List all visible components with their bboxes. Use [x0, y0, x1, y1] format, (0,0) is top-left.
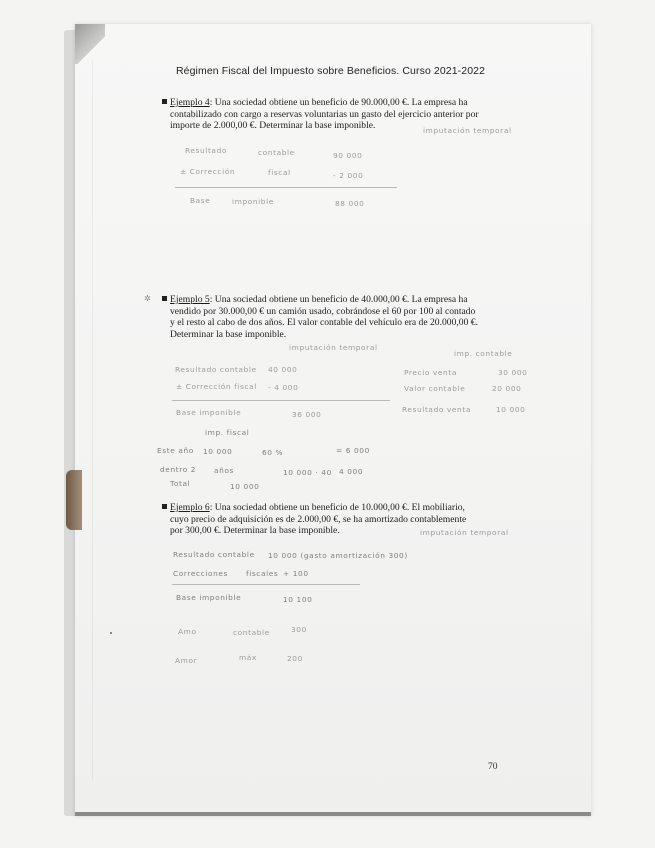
handwritten-note: imputación temporal	[420, 528, 509, 537]
handwritten-desc: fiscal	[268, 168, 291, 177]
handwritten-title: imp. fiscal	[205, 428, 250, 437]
handwritten-label: ± Corrección fiscal	[176, 382, 257, 391]
document-page	[75, 24, 591, 816]
handwritten-value: 90 000	[333, 151, 363, 160]
handwritten-label: ± Corrección	[180, 167, 236, 176]
handwritten-desc: contable	[258, 148, 295, 157]
handwritten-desc: imponible	[232, 197, 274, 206]
page-header: Régimen Fiscal del Impuesto sobre Beneficios. Curso 2021-2022	[176, 65, 486, 77]
page-edge-shadow	[66, 470, 82, 530]
page-corner-fold	[75, 24, 105, 64]
handwritten-note: imp. contable	[454, 349, 513, 358]
ink-dot	[110, 632, 112, 634]
handwritten-label: Resultado contable	[175, 365, 257, 374]
handwritten-value: 10 000 (gasto amortización 300)	[268, 551, 408, 560]
handwritten-value: 88 000	[335, 199, 365, 208]
handwritten-value: 30 000	[498, 368, 528, 377]
handwritten-label: dentro 2	[160, 465, 197, 474]
star-mark-icon: ✲	[144, 294, 151, 303]
square-bullet-icon	[162, 99, 167, 104]
example-title: Ejemplo 4	[170, 97, 210, 108]
example-5: ✲ Ejemplo 5: Una sociedad obtiene un beneficio de 40.000,00 €. La empresa ha vendido por 30.000,00 € un camión usado, cobrándose el 60 por 100 al contado y el resto al cabo de dos años. El valor contable del vehículo era de 20.000,00 €. Determinar la base imponible.	[144, 294, 478, 340]
handwritten-value: años	[214, 466, 234, 475]
handwritten-label: Valor contable	[404, 384, 466, 393]
handwritten-rule	[175, 187, 397, 188]
handwritten-label: Resultado	[185, 146, 227, 155]
example-6: Ejemplo 6: Una sociedad obtiene un beneficio de 10.000,00 €. El mobiliario, cuyo precio de adquisición es de 2.000,00 €, se ha amortizado contablemente por 300,00 €. Determinar la base imponible.	[170, 502, 466, 537]
handwritten-value: - 2 000	[333, 171, 364, 180]
handwritten-value: 10 000	[203, 447, 233, 456]
handwritten-desc: contable	[233, 628, 270, 637]
handwritten-value: 40 000	[268, 365, 298, 374]
handwritten-value: + 100	[283, 569, 309, 578]
handwritten-label: Resultado contable	[173, 550, 255, 559]
handwritten-label: Amo	[178, 627, 197, 636]
handwritten-value: 300	[291, 625, 307, 634]
handwritten-value: 60 %	[262, 448, 284, 457]
handwritten-rule	[172, 400, 390, 401]
page-number: 70	[488, 762, 498, 772]
handwritten-label: Resultado venta	[402, 405, 471, 414]
handwritten-label: Base	[190, 196, 211, 205]
handwritten-value: 10 100	[283, 595, 313, 604]
square-bullet-icon	[162, 296, 167, 301]
handwritten-label: Total	[170, 479, 191, 488]
handwritten-note: imputación temporal	[423, 126, 512, 135]
handwritten-desc: máx	[239, 653, 257, 662]
handwritten-value: 200	[287, 654, 303, 663]
handwritten-label: Base imponible	[176, 408, 242, 417]
handwritten-value: 36 000	[292, 410, 322, 419]
example-title: Ejemplo 6	[170, 502, 210, 513]
handwritten-label: Amor	[175, 656, 198, 665]
handwritten-label: Precio venta	[404, 368, 457, 377]
square-bullet-icon	[162, 504, 167, 509]
handwritten-rule	[172, 584, 360, 585]
handwritten-desc: fiscales	[246, 569, 279, 578]
handwritten-value: 10 000	[496, 405, 526, 414]
handwritten-value: = 6 000	[336, 446, 370, 455]
example-4: Ejemplo 4: Una sociedad obtiene un beneficio de 90.000,00 €. La empresa ha contabilizado con cargo a reservas voluntarias un gasto del ejercicio anterior por importe de 2.000,00 €. Determinar la base imponible.	[170, 97, 479, 132]
page-margin-line	[92, 60, 93, 780]
handwritten-label: Este año	[157, 446, 194, 455]
handwritten-value: 4 000	[339, 467, 364, 476]
handwritten-value: 20 000	[492, 384, 522, 393]
handwritten-value: 10 000	[230, 482, 260, 491]
handwritten-note: imputación temporal	[289, 343, 378, 352]
handwritten-value: 10 000 · 40	[283, 468, 332, 477]
example-title: Ejemplo 5	[170, 294, 210, 305]
handwritten-value: - 4 000	[268, 383, 299, 392]
handwritten-label: Correcciones	[173, 569, 228, 578]
handwritten-label: Base imponible	[176, 593, 242, 602]
